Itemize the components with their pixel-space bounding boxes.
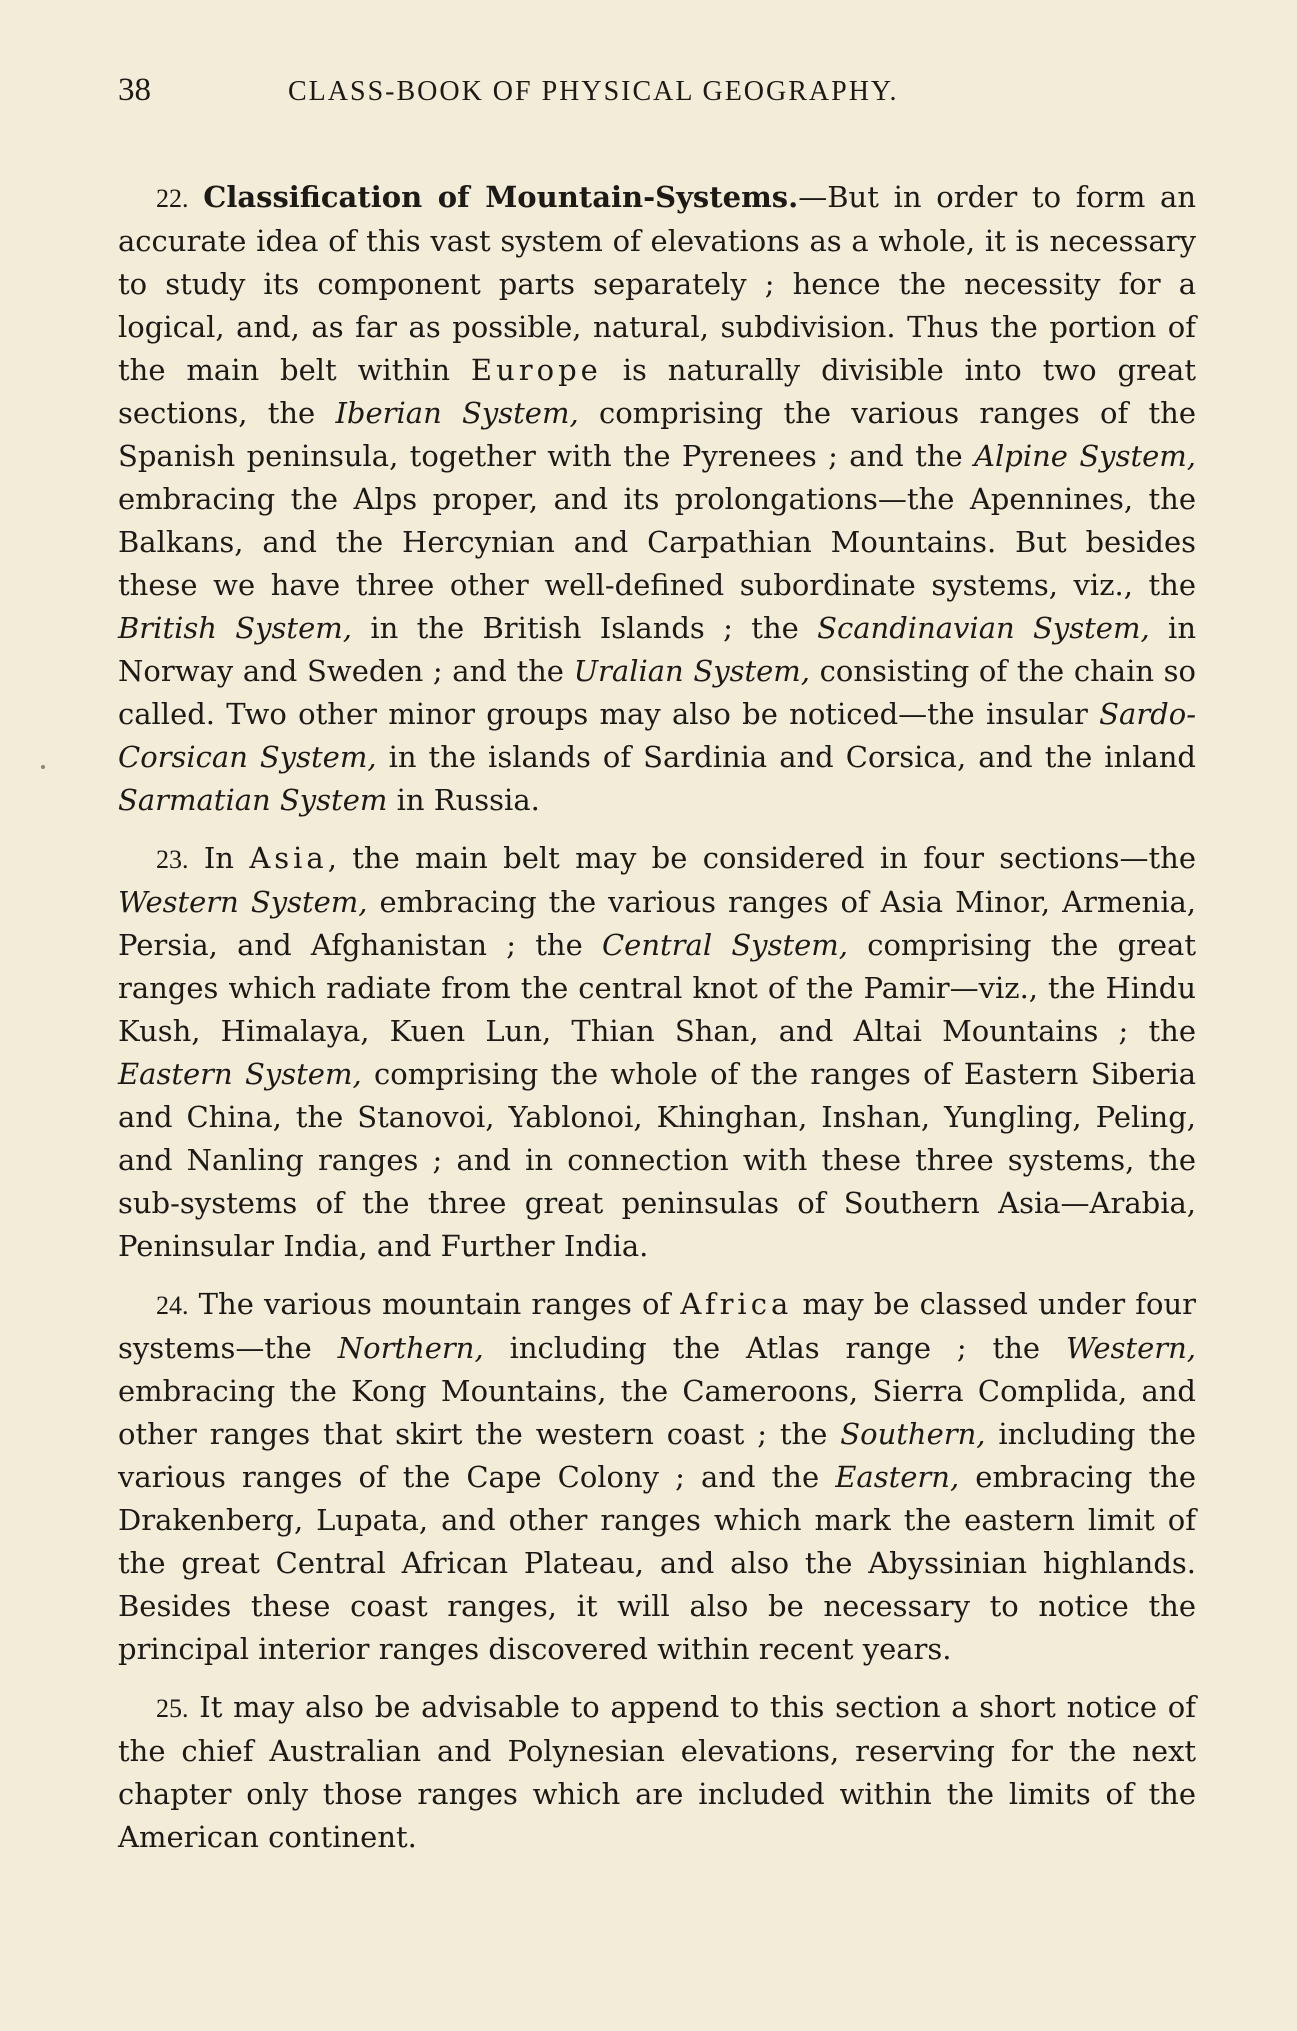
paragraph-text: in Norway and Sweden ; and the [118, 611, 1196, 688]
paragraph-number: 23. [156, 845, 189, 874]
paragraph-number: 24. [156, 1291, 189, 1320]
paragraph-text: It may also be advisable to append to this section a short notice of the chief Australian and Polynesian elevations, reserving for the next chapter only those ranges which are included within the limits of the American continent. [118, 1690, 1196, 1854]
paragraph-text: is naturally divisible into two great sections, the [118, 353, 1196, 430]
paragraph-24 [118, 1283, 1196, 1671]
region-name: Asia [249, 841, 328, 875]
paragraph-text: comprising the whole of the ranges of Eastern Siberia and China, the Stanovoi, Yablonoi, Khinghan, Inshan, Yungling, Peling, and Nanling ranges ; and in connection with these three systems, the sub-systems of the three great peninsulas of Southern Asia—Arabia, Peninsular India, and Further India. [118, 1057, 1196, 1263]
paragraph-text: in Russia. [387, 783, 540, 817]
paragraph-text: embracing the various ranges of Asia Minor, Armenia, Persia, and Afghanistan ; the [118, 885, 1197, 962]
paragraph-23 [118, 837, 1196, 1268]
body-text [118, 176, 1196, 1859]
system-name: Sarmatian System [118, 783, 388, 817]
paragraph-text: may be classed under four systems—the [118, 1287, 1196, 1365]
paragraph-25 [118, 1686, 1196, 1859]
system-name: Scandinavian System, [817, 611, 1150, 645]
paragraph-text: comprising the great ranges which radiate from the central knot of the Pamir—viz., the Hindu Kush, Himalaya, Kuen Lun, Thian Shan, and Altai Mountains ; the [118, 928, 1197, 1048]
paragraph-number: 22. [156, 184, 189, 213]
paragraph-text: embracing the Alps proper, and its prolongations—the Apennines, the Balkans, and the Hercynian and Carpathian Mountains. But besides these we have three other well-defined subordinate systems, viz., the [118, 482, 1196, 602]
page-number: 38 [118, 72, 151, 108]
paragraph-22 [118, 176, 1196, 822]
system-name: Central System, [601, 928, 848, 962]
system-name: Southern, [840, 1417, 986, 1451]
paragraph-text: including the various ranges of the Cape Colony ; and the [118, 1417, 1197, 1494]
system-name: Alpine System, [974, 439, 1196, 473]
paragraph-text: comprising the various ranges of the Spanish peninsula, together with the Pyrenees ; and the [118, 396, 1196, 473]
paragraph-text: —But in order to form an accurate idea of this vast system of elevations as a whole, it is necessary to study its component parts separately ; hence the necessity for a logical, and, as far as possible, natural, subdivision. Thus the portion of the main belt within [118, 180, 1197, 387]
paragraph-text: embracing the Drakenberg, Lupata, and other ranges which mark the eastern limit of the great Central African Plateau, and also the Abyssinian highlands. Besides these coast ranges, it will also be necessary to notice the principal interior ranges discovered within recent years. [118, 1460, 1196, 1666]
running-head [118, 72, 1197, 120]
system-name: British System, [118, 611, 352, 645]
region-name: Europe [470, 353, 602, 387]
paragraph-text: In [188, 841, 250, 875]
paper-speck [41, 765, 45, 769]
system-name: Iberian System, [335, 396, 579, 430]
system-name: Eastern System, [118, 1057, 362, 1091]
paragraph-text: in the islands of Sardinia and Corsica, and the inland [376, 740, 1196, 774]
section-heading: Classification of Mountain-Systems. [203, 180, 799, 214]
system-name: Western, [1065, 1331, 1196, 1365]
system-name: Uralian System, [573, 654, 811, 688]
paragraph-text: , the main belt may be considered in four sections—the [327, 841, 1196, 875]
system-name: Eastern, [835, 1460, 960, 1494]
running-title: CLASS-BOOK OF PHYSICAL GEOGRAPHY. [288, 76, 899, 107]
system-name: Sardo-Corsican System, [118, 697, 1196, 774]
paragraph-text: in the British Islands ; the [351, 611, 818, 645]
paragraph-text: consisting of the chain so called. Two other minor groups may also be noticed—the insular [118, 654, 1196, 731]
system-name: Northern, [337, 1331, 484, 1365]
paragraph-text: The various mountain ranges of [188, 1287, 681, 1321]
region-name: Africa [680, 1287, 793, 1321]
paragraph-number: 25. [156, 1694, 189, 1723]
paragraph-text: including the Atlas range ; the [483, 1331, 1066, 1365]
system-name: Western System, [118, 885, 368, 919]
paragraph-text: embracing the Kong Mountains, the Cameroons, Sierra Complida, and other ranges that skirt the western coast ; the [118, 1374, 1196, 1451]
